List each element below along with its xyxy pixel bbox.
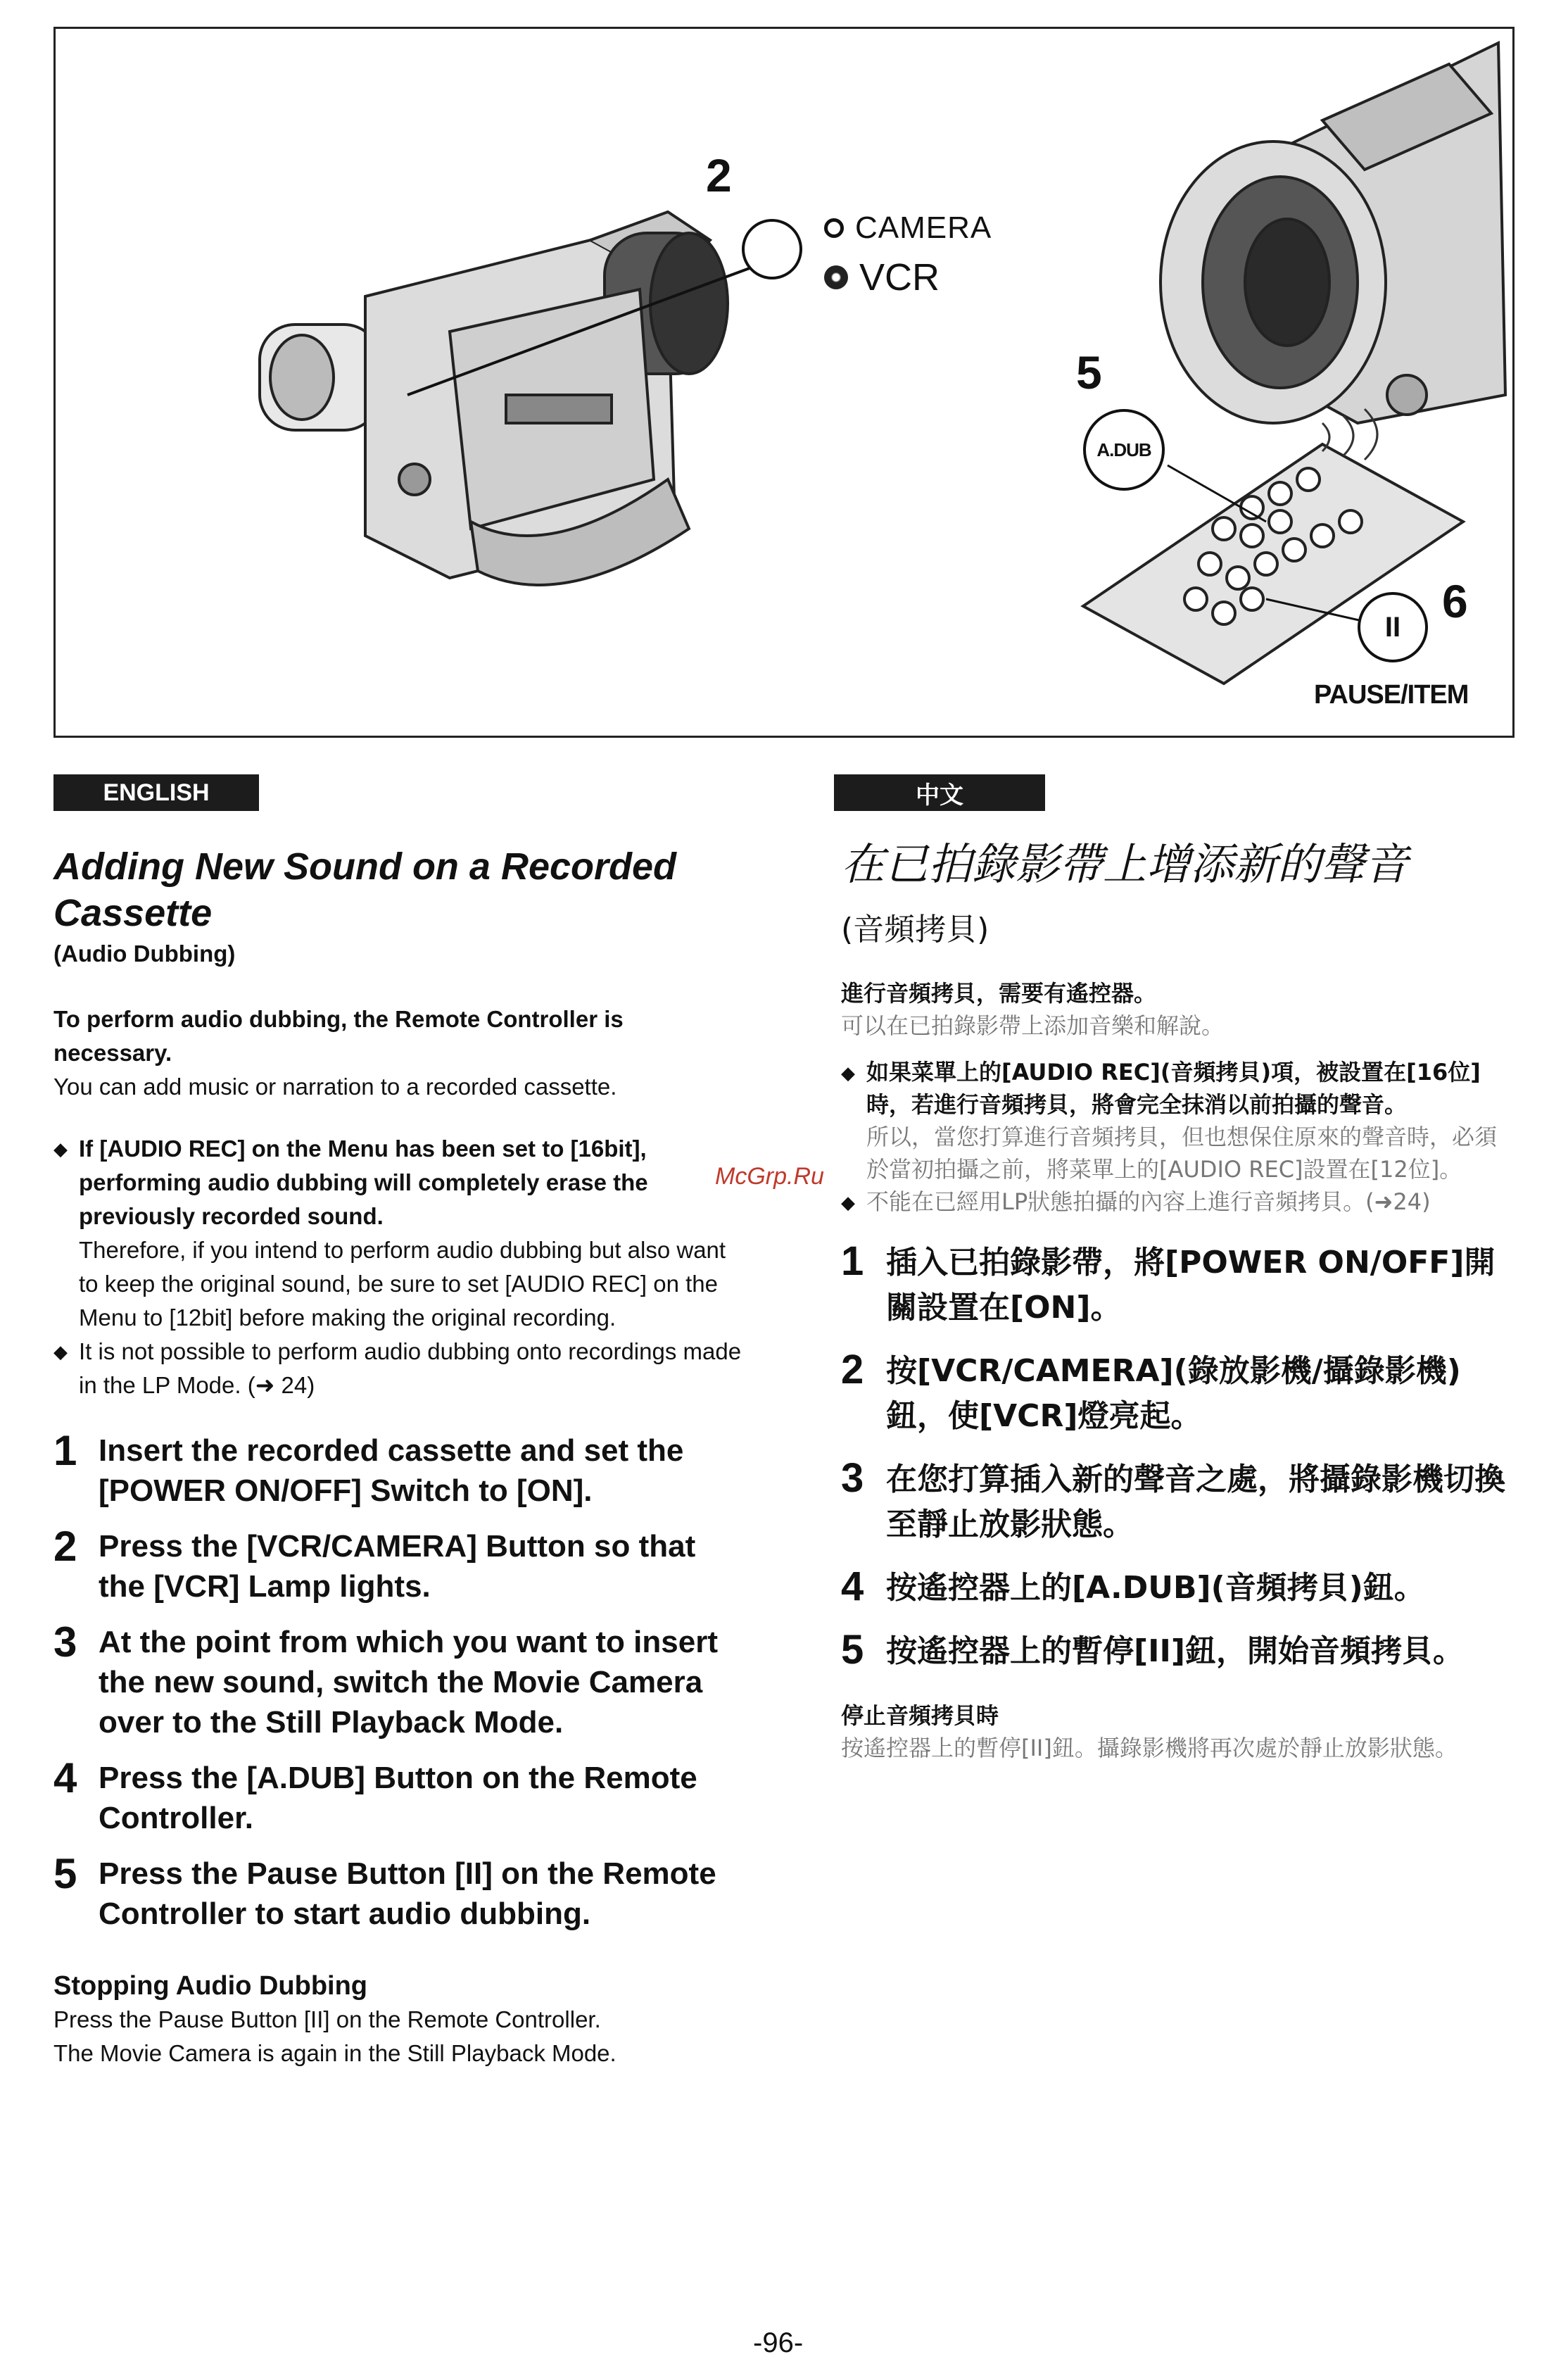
english-step-5 [53,1850,743,1934]
chinese-column [841,838,1517,1764]
step-text: 在您打算插入新的聲音之處，將攝錄影機切換至靜止放影狀態。 [886,1461,1505,1542]
english-bullet-2-text: It is not possible to perform audio dubbing onto recordings made in the LP Mode. (➜ 24) [79,1338,742,1398]
chinese-bullet-1-text: 所以，當您打算進行音頻拷貝，但也想保住原來的聲音時，必須於當初拍攝之前，將菜單上的[AUDIO REC]設置在[12位]。 [866,1124,1498,1183]
step-number: 5 [53,1850,77,1897]
camera-lamp-label: CAMERA [855,210,992,245]
chinese-title: 在已拍錄影帶上增添新的聲音 [841,838,1409,890]
chinese-banner: 中文 [834,774,1045,811]
step-text: Press the Pause Button [II] on the Remote Controller to start audio dubbing. [99,1856,716,1931]
bullet-diamond-icon: ◆ [841,1062,855,1083]
chinese-steps [841,1240,1517,1674]
english-bullet-1-text: Therefore, if you intend to perform audio dubbing but also want to keep the original sound, be sure to set [AUDIO REC] on the Menu to [12bit] before making the original recording. [79,1237,726,1331]
chinese-intro-bold: 進行音頻拷貝，需要有遙控器。 [841,980,1157,1007]
site-watermark: McGrp.Ru [715,1163,824,1190]
step-number: 2 [53,1523,77,1570]
english-intro: You can add music or narration to a recorded cassette. [53,1074,617,1100]
step-number: 4 [841,1564,864,1609]
english-intro-bold: To perform audio dubbing, the Remote Controller is necessary. [53,1006,624,1066]
chinese-step-3 [841,1457,1517,1547]
pause-button[interactable] [1358,592,1428,662]
english-bullet-2 [53,1335,743,1402]
chinese-bullet-1-bold: 如果菜單上的[AUDIO REC](音頻拷貝)項，被設置在[16位]時，若進行音頻拷貝，將會完全抹消以前拍攝的聲音。 [866,1059,1481,1118]
callout-6: 6 [1442,575,1468,627]
camera-lamp-icon [824,218,844,238]
vcr-lamp-label: VCR [859,256,940,298]
english-step-3 [53,1618,743,1742]
english-banner: ENGLISH [53,774,259,811]
english-stop-heading: Stopping Audio Dubbing [53,1971,368,2001]
step-number: 3 [53,1618,77,1666]
chinese-subtitle: (音頻拷貝) [841,912,990,948]
step-text: 按遙控器上的暫停[II]鈕，開始音頻拷貝。 [886,1633,1464,1669]
english-bullet-1-bold: If [AUDIO REC] on the Menu has been set to [16bit], performing audio dubbing will completely erase the previously recorded sound. [79,1136,648,1229]
camcorder-illustration [56,29,1512,736]
callout-2: 2 [706,149,732,201]
step-text: 插入已拍錄影帶，將[POWER ON/OFF]開關設置在[ON]。 [886,1245,1496,1326]
chinese-intro: 可以在已拍錄影帶上添加音樂和解說。 [841,1012,1225,1039]
callout-5: 5 [1076,346,1102,398]
step-number: 3 [841,1455,864,1501]
english-column [53,843,743,2070]
vcr-lamp-lit-icon [824,265,848,289]
english-bullet-1 [53,1132,743,1335]
english-title: Adding New Sound on a Recorded Cassette [53,845,677,934]
step-text: 按[VCR/CAMERA](錄放影機/攝錄影機)鈕，使[VCR]燈亮起。 [886,1353,1461,1434]
english-stop-text-2: The Movie Camera is again in the Still Playback Mode. [53,2040,617,2066]
chinese-stop-heading: 停止音頻拷貝時 [841,1702,999,1729]
chinese-step-1 [841,1240,1517,1331]
english-step-1 [53,1427,743,1511]
step-number: 4 [53,1754,77,1801]
english-steps [53,1427,743,1934]
chinese-step-5 [841,1629,1517,1674]
vcr-lamp-row [824,256,940,299]
english-step-2 [53,1523,743,1606]
adub-button-label: A.DUB [1096,439,1151,460]
english-subtitle: (Audio Dubbing) [53,941,236,967]
step-text: Press the [A.DUB] Button on the Remote Controller. [99,1761,697,1835]
chinese-bullet-2 [841,1186,1517,1219]
step-number: 5 [841,1627,864,1673]
step-text: Insert the recorded cassette and set the [POWER ON/OFF] Switch to [ON]. [99,1433,684,1508]
step-text: Press the [VCR/CAMERA] Button so that the [VCR] Lamp lights. [99,1529,696,1604]
chinese-bullet-1 [841,1056,1517,1186]
step-number: 2 [841,1347,864,1392]
page-number: -96- [753,2327,804,2358]
step-text: 按遙控器上的[A.DUB](音頻拷貝)鈕。 [886,1570,1425,1606]
bullet-diamond-icon: ◆ [53,1138,68,1159]
pause-item-label: PAUSE/ITEM [1314,680,1469,710]
pause-icon: II [1384,611,1401,643]
bullet-diamond-icon: ◆ [841,1192,855,1213]
english-step-4 [53,1754,743,1838]
chinese-step-2 [841,1349,1517,1439]
chinese-bullet-2-text: 不能在已經用LP狀態拍攝的內容上進行音頻拷貝。(➜24) [866,1188,1431,1215]
camera-lamp-row [824,210,992,246]
chinese-stop-text: 按遙控器上的暫停[II]鈕。攝錄影機將再次處於靜止放影狀態。 [841,1735,1458,1761]
step-number: 1 [841,1238,864,1284]
english-stop-text-1: Press the Pause Button [II] on the Remote Controller. [53,2006,601,2032]
bullet-diamond-icon: ◆ [53,1341,68,1362]
vcr-camera-button[interactable] [742,219,802,279]
illustration-frame [53,27,1515,738]
step-number: 1 [53,1427,77,1474]
adub-button[interactable] [1083,409,1165,491]
step-text: At the point from which you want to insert the new sound, switch the Movie Camera over to the Still Playback Mode. [99,1625,718,1740]
chinese-step-4 [841,1566,1517,1611]
